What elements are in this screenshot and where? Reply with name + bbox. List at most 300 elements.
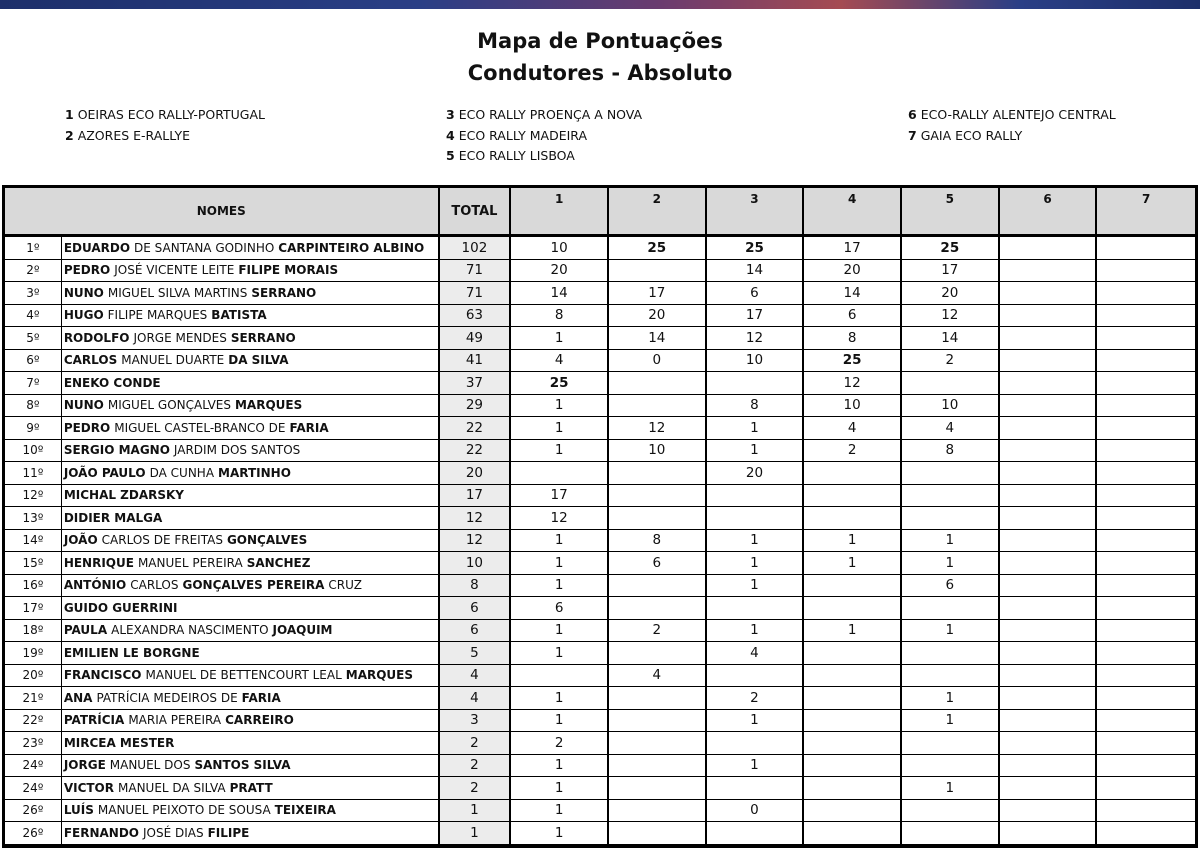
name-part-bold: PEDRO — [63, 420, 111, 435]
row-points-event-4 — [804, 822, 902, 844]
table-row — [5, 530, 1195, 553]
table-body — [5, 237, 1195, 845]
row-position: 26º — [5, 800, 62, 822]
row-points-event-3: 0 — [707, 800, 805, 822]
row-points-event-1: 1 — [511, 552, 609, 574]
row-points-event-4: 17 — [804, 237, 902, 259]
row-points-event-7 — [1097, 507, 1195, 529]
row-position: 23º — [5, 732, 62, 754]
row-driver-name — [62, 575, 440, 597]
row-points-event-3: 25 — [707, 237, 805, 259]
row-total: 63 — [440, 305, 512, 327]
row-points-event-1: 12 — [511, 507, 609, 529]
row-points-event-2 — [609, 372, 707, 394]
row-total: 4 — [440, 687, 512, 709]
header-total: TOTAL — [440, 188, 512, 234]
row-points-event-1: 1 — [511, 800, 609, 822]
row-points-event-5: 1 — [902, 710, 1000, 732]
name-part-bold: JORGE — [63, 758, 106, 773]
legend-event-number: 1 — [65, 107, 74, 122]
row-points-event-5: 6 — [902, 575, 1000, 597]
row-points-event-1: 1 — [511, 395, 609, 417]
name-part: CRUZ — [328, 578, 362, 593]
row-points-event-5: 20 — [902, 282, 1000, 304]
row-driver-name — [62, 350, 440, 372]
header-event-2: 2 — [609, 188, 707, 234]
row-position: 18º — [5, 620, 62, 642]
row-points-event-3: 1 — [707, 710, 805, 732]
row-points-event-6 — [1000, 732, 1098, 754]
row-points-event-2 — [609, 710, 707, 732]
row-driver-name — [62, 395, 440, 417]
header-event-3: 3 — [707, 188, 805, 234]
name-part: JOSÉ VICENTE LEITE — [114, 263, 235, 278]
row-total: 37 — [440, 372, 512, 394]
row-points-event-2: 17 — [609, 282, 707, 304]
row-position: 5º — [5, 327, 62, 349]
row-points-event-6 — [1000, 710, 1098, 732]
name-part-bold: FRANCISCO — [63, 668, 142, 683]
row-points-event-4 — [804, 800, 902, 822]
name-part-bold: JOÃO — [63, 533, 98, 548]
row-points-event-4 — [804, 507, 902, 529]
row-points-event-3: 2 — [707, 687, 805, 709]
table-row — [5, 575, 1195, 598]
name-part-bold: EMILIEN LE BORGNE — [63, 645, 200, 660]
row-position: 24º — [5, 777, 62, 799]
row-total: 6 — [440, 597, 512, 619]
row-points-event-7 — [1097, 327, 1195, 349]
legend-item — [908, 105, 1116, 126]
row-points-event-7 — [1097, 822, 1195, 844]
event-legend-column-1 — [65, 105, 265, 146]
row-position: 14º — [5, 530, 62, 552]
row-points-event-2 — [609, 822, 707, 844]
name-part-bold: FARIA — [241, 690, 281, 705]
legend-event-number: 6 — [908, 107, 917, 122]
row-points-event-2: 2 — [609, 620, 707, 642]
name-part: ALEXANDRA NASCIMENTO — [111, 623, 269, 638]
row-points-event-1: 4 — [511, 350, 609, 372]
row-points-event-7 — [1097, 485, 1195, 507]
name-part-bold: GONÇALVES — [226, 533, 308, 548]
row-driver-name — [62, 327, 440, 349]
row-driver-name — [62, 552, 440, 574]
row-points-event-6 — [1000, 822, 1098, 844]
row-points-event-3: 1 — [707, 620, 805, 642]
row-points-event-1 — [511, 665, 609, 687]
row-driver-name — [62, 755, 440, 777]
row-points-event-6 — [1000, 372, 1098, 394]
header-event-1: 1 — [511, 188, 609, 234]
table-row — [5, 237, 1195, 260]
row-points-event-2 — [609, 507, 707, 529]
name-part-bold: DIDIER MALGA — [63, 510, 163, 525]
row-points-event-7 — [1097, 732, 1195, 754]
row-position: 4º — [5, 305, 62, 327]
row-position: 10º — [5, 440, 62, 462]
row-points-event-6 — [1000, 440, 1098, 462]
row-driver-name — [62, 507, 440, 529]
row-driver-name — [62, 642, 440, 664]
row-points-event-1: 1 — [511, 642, 609, 664]
legend-item — [65, 105, 265, 126]
row-driver-name — [62, 440, 440, 462]
row-total: 2 — [440, 732, 512, 754]
row-points-event-7 — [1097, 755, 1195, 777]
row-points-event-2 — [609, 642, 707, 664]
row-points-event-3: 17 — [707, 305, 805, 327]
table-row — [5, 822, 1195, 845]
row-position: 11º — [5, 462, 62, 484]
row-driver-name — [62, 732, 440, 754]
name-part-bold: DA SILVA — [228, 353, 289, 368]
legend-event-number: 7 — [908, 127, 917, 143]
row-points-event-1: 6 — [511, 597, 609, 619]
row-points-event-3 — [707, 822, 805, 844]
row-driver-name — [62, 822, 440, 844]
row-points-event-6 — [1000, 305, 1098, 327]
row-points-event-3: 20 — [707, 462, 805, 484]
row-points-event-1: 1 — [511, 417, 609, 439]
row-total: 5 — [440, 642, 512, 664]
row-points-event-2: 12 — [609, 417, 707, 439]
row-points-event-3: 1 — [707, 575, 805, 597]
table-row — [5, 350, 1195, 373]
row-points-event-5: 25 — [902, 237, 1000, 259]
table-row — [5, 597, 1195, 620]
row-points-event-6 — [1000, 620, 1098, 642]
name-part-bold: SANCHEZ — [246, 555, 311, 570]
table-row — [5, 710, 1195, 733]
row-points-event-7 — [1097, 417, 1195, 439]
row-points-event-1: 2 — [511, 732, 609, 754]
legend-item — [446, 105, 642, 126]
row-points-event-7 — [1097, 282, 1195, 304]
row-points-event-4: 8 — [804, 327, 902, 349]
row-points-event-7 — [1097, 642, 1195, 664]
row-points-event-7 — [1097, 260, 1195, 282]
row-total: 6 — [440, 620, 512, 642]
name-part-bold: EDUARDO — [63, 240, 131, 255]
row-points-event-4: 14 — [804, 282, 902, 304]
row-total: 29 — [440, 395, 512, 417]
row-points-event-6 — [1000, 282, 1098, 304]
row-points-event-5: 12 — [902, 305, 1000, 327]
name-part: JORGE MENDES — [133, 330, 227, 345]
row-points-event-5: 14 — [902, 327, 1000, 349]
row-points-event-2 — [609, 777, 707, 799]
name-part-bold: JOÃO PAULO — [63, 465, 146, 480]
name-part-bold: SERRANO — [251, 285, 317, 300]
row-position: 16º — [5, 575, 62, 597]
legend-event-name: OEIRAS ECO RALLY-PORTUGAL — [77, 107, 265, 122]
row-points-event-4 — [804, 597, 902, 619]
name-part-bold: FILIPE MORAIS — [238, 263, 339, 278]
row-points-event-6 — [1000, 665, 1098, 687]
name-part-bold: SERRANO — [230, 330, 296, 345]
row-total: 12 — [440, 530, 512, 552]
legend-event-number: 4 — [446, 127, 455, 143]
name-part-bold: BATISTA — [211, 308, 267, 323]
name-part-bold: MARQUES — [234, 398, 303, 413]
row-points-event-5 — [902, 507, 1000, 529]
row-points-event-7 — [1097, 350, 1195, 372]
name-part-bold: SERGIO MAGNO — [63, 443, 170, 458]
legend-event-name: ECO-RALLY ALENTEJO CENTRAL — [920, 107, 1116, 122]
row-points-event-3 — [707, 732, 805, 754]
row-points-event-2 — [609, 800, 707, 822]
legend-event-name: ECO RALLY LISBOA — [458, 148, 575, 163]
row-points-event-7 — [1097, 462, 1195, 484]
row-points-event-3: 1 — [707, 530, 805, 552]
event-legend-column-3 — [908, 105, 1116, 146]
name-part-bold: SANTOS SILVA — [194, 758, 291, 773]
row-points-event-4 — [804, 575, 902, 597]
row-total: 1 — [440, 800, 512, 822]
row-points-event-4 — [804, 777, 902, 799]
row-points-event-7 — [1097, 710, 1195, 732]
name-part-bold: ANTÓNIO — [63, 578, 127, 593]
row-points-event-5 — [902, 462, 1000, 484]
row-points-event-4 — [804, 462, 902, 484]
row-points-event-5: 1 — [902, 620, 1000, 642]
name-part: MIGUEL SILVA MARTINS — [107, 285, 248, 300]
table-row — [5, 282, 1195, 305]
row-points-event-6 — [1000, 800, 1098, 822]
row-driver-name — [62, 282, 440, 304]
table-row — [5, 440, 1195, 463]
row-position: 26º — [5, 822, 62, 844]
legend-event-name: AZORES E-RALLYE — [77, 127, 191, 143]
row-driver-name — [62, 620, 440, 642]
table-header — [5, 188, 1195, 237]
row-points-event-2 — [609, 462, 707, 484]
row-points-event-1: 1 — [511, 440, 609, 462]
row-points-event-4 — [804, 732, 902, 754]
row-points-event-2 — [609, 395, 707, 417]
legend-item — [908, 126, 1116, 147]
name-part: FILIPE MARQUES — [107, 308, 208, 323]
row-total: 102 — [440, 237, 512, 259]
table-row — [5, 687, 1195, 710]
row-points-event-4: 4 — [804, 417, 902, 439]
row-driver-name — [62, 800, 440, 822]
row-points-event-5 — [902, 642, 1000, 664]
name-part: MANUEL DA SILVA — [118, 780, 226, 795]
row-driver-name — [62, 260, 440, 282]
row-points-event-7 — [1097, 237, 1195, 259]
table-row — [5, 417, 1195, 440]
row-points-event-6 — [1000, 597, 1098, 619]
name-part: JOSÉ DIAS — [142, 825, 204, 840]
row-position: 21º — [5, 687, 62, 709]
row-points-event-6 — [1000, 552, 1098, 574]
row-points-event-1: 20 — [511, 260, 609, 282]
legend-item — [446, 126, 642, 147]
table-row — [5, 777, 1195, 800]
table-row — [5, 462, 1195, 485]
legend-event-name: ECO RALLY MADEIRA — [458, 127, 588, 143]
row-total: 2 — [440, 777, 512, 799]
row-total: 71 — [440, 282, 512, 304]
row-points-event-4 — [804, 710, 902, 732]
legend-event-name: GAIA ECO RALLY — [920, 127, 1023, 143]
row-driver-name — [62, 417, 440, 439]
name-part: DA CUNHA — [149, 465, 215, 480]
name-part-bold: MARTINHO — [218, 465, 291, 480]
page-title: Mapa de Pontuações — [477, 29, 723, 53]
name-part-bold: GUIDO GUERRINI — [63, 600, 178, 615]
row-points-event-4: 1 — [804, 530, 902, 552]
row-points-event-7 — [1097, 620, 1195, 642]
row-points-event-4: 1 — [804, 620, 902, 642]
legend-item — [65, 126, 265, 147]
row-points-event-1: 1 — [511, 687, 609, 709]
row-points-event-5: 10 — [902, 395, 1000, 417]
row-driver-name — [62, 687, 440, 709]
row-points-event-5: 1 — [902, 687, 1000, 709]
row-driver-name — [62, 665, 440, 687]
row-points-event-5: 2 — [902, 350, 1000, 372]
row-points-event-1: 1 — [511, 620, 609, 642]
name-part-bold: GONÇALVES PEREIRA — [182, 578, 325, 593]
name-part: MANUEL DE BETTENCOURT LEAL — [145, 668, 342, 683]
row-points-event-1: 1 — [511, 327, 609, 349]
row-points-event-1: 1 — [511, 575, 609, 597]
row-driver-name — [62, 597, 440, 619]
row-points-event-4: 20 — [804, 260, 902, 282]
header-event-7: 7 — [1141, 192, 1151, 206]
row-position: 9º — [5, 417, 62, 439]
header-event-4: 4 — [804, 188, 902, 234]
row-points-event-5: 8 — [902, 440, 1000, 462]
table-row — [5, 620, 1195, 643]
row-points-event-3: 8 — [707, 395, 805, 417]
row-total: 49 — [440, 327, 512, 349]
row-position: 20º — [5, 665, 62, 687]
row-points-event-3 — [707, 665, 805, 687]
row-points-event-4 — [804, 755, 902, 777]
table-row — [5, 800, 1195, 823]
row-points-event-2 — [609, 755, 707, 777]
name-part: MANUEL DOS — [109, 758, 191, 773]
row-driver-name — [62, 530, 440, 552]
name-part: MANUEL PEIXOTO DE SOUSA — [97, 803, 271, 818]
row-driver-name — [62, 372, 440, 394]
row-total: 22 — [440, 440, 512, 462]
row-position: 19º — [5, 642, 62, 664]
legend-event-number: 5 — [446, 148, 455, 163]
row-points-event-7 — [1097, 552, 1195, 574]
row-points-event-1: 17 — [511, 485, 609, 507]
row-points-event-3: 10 — [707, 350, 805, 372]
row-points-event-6 — [1000, 417, 1098, 439]
name-part-bold: FARIA — [289, 420, 329, 435]
row-points-event-6 — [1000, 687, 1098, 709]
legend-event-number: 2 — [65, 127, 74, 143]
row-points-event-5 — [902, 822, 1000, 844]
row-points-event-3 — [707, 507, 805, 529]
row-points-event-4 — [804, 687, 902, 709]
row-total: 20 — [440, 462, 512, 484]
row-total: 3 — [440, 710, 512, 732]
name-part-bold: PAULA — [63, 623, 108, 638]
table-row — [5, 732, 1195, 755]
row-points-event-3 — [707, 597, 805, 619]
row-position: 15º — [5, 552, 62, 574]
row-points-event-2: 6 — [609, 552, 707, 574]
row-points-event-6 — [1000, 642, 1098, 664]
row-points-event-6 — [1000, 507, 1098, 529]
row-position: 3º — [5, 282, 62, 304]
row-driver-name — [62, 485, 440, 507]
row-position: 22º — [5, 710, 62, 732]
row-points-event-1: 10 — [511, 237, 609, 259]
name-part: MARIA PEREIRA — [128, 713, 222, 728]
name-part-bold: FERNANDO — [63, 825, 139, 840]
row-total: 17 — [440, 485, 512, 507]
row-points-event-3 — [707, 777, 805, 799]
name-part-bold: PATRÍCIA — [63, 713, 125, 728]
row-position: 1º — [5, 237, 62, 259]
name-part-bold: JOAQUIM — [272, 623, 333, 638]
row-driver-name — [62, 305, 440, 327]
row-points-event-5: 1 — [902, 777, 1000, 799]
legend-event-name: ECO RALLY PROENÇA A NOVA — [458, 107, 643, 122]
name-part: MIGUEL CASTEL-BRANCO DE — [114, 420, 286, 435]
row-points-event-6 — [1000, 260, 1098, 282]
row-position: 12º — [5, 485, 62, 507]
row-points-event-7 — [1097, 395, 1195, 417]
row-points-event-4 — [804, 665, 902, 687]
row-points-event-1: 8 — [511, 305, 609, 327]
row-points-event-3: 4 — [707, 642, 805, 664]
row-points-event-2: 20 — [609, 305, 707, 327]
row-points-event-2: 4 — [609, 665, 707, 687]
row-position: 13º — [5, 507, 62, 529]
row-points-event-2: 25 — [609, 237, 707, 259]
row-points-event-3: 14 — [707, 260, 805, 282]
row-points-event-3 — [707, 485, 805, 507]
name-part: MANUEL DUARTE — [121, 353, 225, 368]
row-points-event-6 — [1000, 237, 1098, 259]
row-points-event-6 — [1000, 575, 1098, 597]
table-row — [5, 755, 1195, 778]
row-points-event-1: 1 — [511, 530, 609, 552]
table-row — [5, 642, 1195, 665]
row-points-event-5 — [902, 732, 1000, 754]
row-driver-name — [62, 777, 440, 799]
row-position: 8º — [5, 395, 62, 417]
row-points-event-2: 10 — [609, 440, 707, 462]
row-points-event-7 — [1097, 305, 1195, 327]
row-points-event-5: 17 — [902, 260, 1000, 282]
row-points-event-5: 1 — [902, 552, 1000, 574]
row-points-event-4: 25 — [804, 350, 902, 372]
row-points-event-5 — [902, 665, 1000, 687]
row-points-event-4: 12 — [804, 372, 902, 394]
page-subtitle: Condutores - Absoluto — [467, 61, 733, 85]
row-points-event-2 — [609, 260, 707, 282]
row-points-event-2 — [609, 732, 707, 754]
table-row — [5, 327, 1195, 350]
name-part-bold: CARREIRO — [225, 713, 294, 728]
row-total: 12 — [440, 507, 512, 529]
name-part-bold: MIRCEA MESTER — [63, 735, 175, 750]
row-points-event-6 — [1000, 462, 1098, 484]
row-points-event-7 — [1097, 800, 1195, 822]
